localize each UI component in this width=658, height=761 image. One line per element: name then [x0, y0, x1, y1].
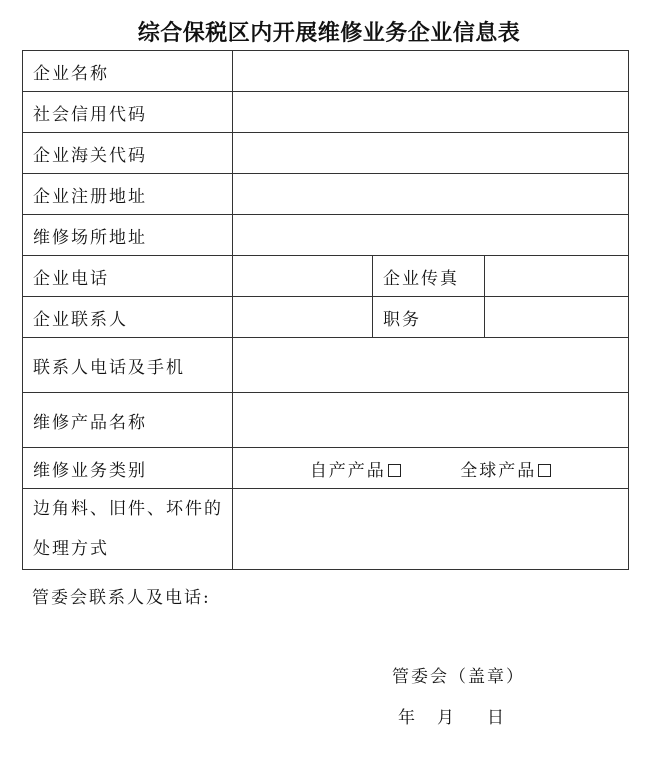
seal-label: 管委会（盖章）: [392, 667, 525, 687]
global-product-option[interactable]: [460, 456, 551, 481]
credit-code-label: 社会信用代码: [23, 92, 233, 133]
table-row: [23, 133, 629, 174]
business-type-label: 维修业务类别: [23, 448, 233, 489]
repair-address-field[interactable]: [233, 215, 629, 256]
info-form-table: [22, 50, 629, 570]
table-row: [23, 174, 629, 215]
table-row: [23, 92, 629, 133]
phone-label: 企业电话: [23, 256, 233, 297]
scrap-handling-field[interactable]: [233, 489, 629, 570]
table-row: [23, 448, 629, 489]
checkbox-icon[interactable]: [388, 464, 401, 477]
committee-contact-label: 管委会联系人及电话:: [32, 588, 211, 608]
scrap-handling-label-line2: 处理方式: [33, 539, 109, 559]
contact-phone-label: 联系人电话及手机: [23, 338, 233, 393]
phone-field[interactable]: [233, 256, 373, 297]
page-title: 综合保税区内开展维修业务企业信息表: [137, 21, 521, 46]
registered-address-field[interactable]: [233, 174, 629, 215]
table-row: [23, 393, 629, 448]
company-name-field[interactable]: [233, 51, 629, 92]
product-name-label: 维修产品名称: [23, 393, 233, 448]
self-product-option[interactable]: [310, 456, 401, 481]
scrap-handling-label: [23, 489, 233, 570]
customs-code-field[interactable]: [233, 133, 629, 174]
year-label: 年: [398, 708, 417, 728]
scrap-handling-label-line1: 边角料、旧件、坏件的: [33, 499, 223, 519]
fax-label: 企业传真: [373, 256, 485, 297]
customs-code-label: 企业海关代码: [23, 133, 233, 174]
fax-field[interactable]: [485, 256, 629, 297]
table-row: [23, 256, 629, 297]
contact-phone-field[interactable]: [233, 338, 629, 393]
table-row: [23, 215, 629, 256]
position-field[interactable]: [485, 297, 629, 338]
checkbox-icon[interactable]: [538, 464, 551, 477]
credit-code-field[interactable]: [233, 92, 629, 133]
business-type-options: [233, 448, 629, 489]
contact-field[interactable]: [233, 297, 373, 338]
company-name-label: 企业名称: [23, 51, 233, 92]
table-row: [23, 338, 629, 393]
product-name-field[interactable]: [233, 393, 629, 448]
registered-address-label: 企业注册地址: [23, 174, 233, 215]
self-product-label: 自产产品: [309, 460, 386, 481]
global-product-label: 全球产品: [460, 460, 537, 481]
day-label: 日: [487, 708, 506, 728]
position-label: 职务: [373, 297, 485, 338]
contact-label: 企业联系人: [23, 297, 233, 338]
month-label: 月: [437, 708, 456, 728]
repair-address-label: 维修场所地址: [23, 215, 233, 256]
table-row: [23, 51, 629, 92]
table-row: [23, 489, 629, 570]
table-row: [23, 297, 629, 338]
